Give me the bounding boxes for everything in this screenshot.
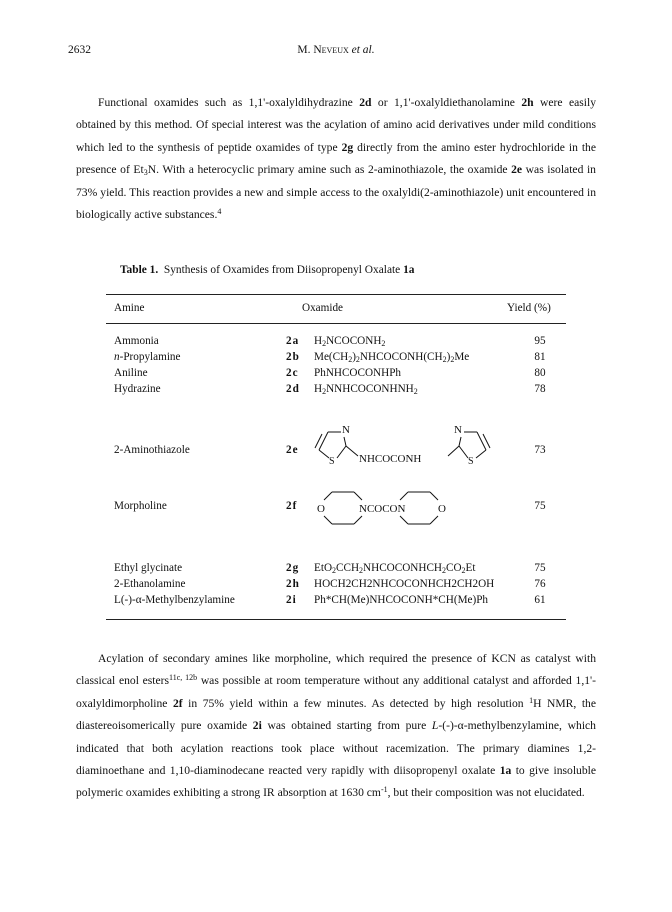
compound-code: 2c — [286, 367, 299, 379]
table-row — [106, 335, 566, 349]
column-header-oxamide: Oxamide — [302, 302, 344, 314]
page-number: 2632 — [68, 44, 91, 56]
citation: 11c, 12b — [169, 673, 198, 683]
paragraph-1: Functional oxamides such as 1,1'-oxalyldihydrazine 2d or 1,1'-oxalyldiethanolamine 2h were easily obtained by this method. Of special interest was the acylation of amino acid derivatives under mild conditions which led to the synthesis of peptide oxamides of type 2g directly from the amino ester hydrochloride in the presence of $Et_3N$. With a heterocyclic primary amine such as 2-aminothiazole, the oxamide 2e was isolated in 73% yield. This reaction provides a new and simple access to the oxalyldi(2-aminothiazole) unit encountered in biologically active substances.$^4$ — [76, 96, 597, 222]
table-header-rule — [106, 323, 566, 324]
ring-nitrogen-label: N — [454, 424, 462, 436]
yield-value: 78 — [534, 383, 546, 395]
ring-nitrogen-label: N — [342, 424, 350, 436]
amine-name: Ammonia — [114, 335, 159, 347]
table-row — [106, 594, 566, 608]
oxalyldi-aminothiazole-structure — [308, 418, 498, 472]
amine-name: 2-Ethanolamine — [114, 578, 186, 590]
ring-sulfur-label: S — [468, 456, 474, 467]
amine-name: Aniline — [114, 367, 148, 379]
ring-oxygen-label: O — [438, 503, 446, 515]
compound-code: 2d — [286, 383, 300, 395]
table-row — [106, 383, 566, 397]
oxamide-formula: PhNHCOCONHPh — [314, 367, 402, 379]
yield-value: 75 — [534, 562, 546, 574]
table-row — [106, 578, 566, 592]
table-top-rule — [106, 294, 566, 295]
compound-ref: 1a — [499, 764, 512, 778]
compound-code: 2g — [286, 562, 300, 574]
column-header-yield: Yield (%) — [507, 302, 551, 314]
oxamide-formula: HOCH2CH2NHCOCONHCH2CH2OH — [314, 578, 495, 590]
oxamide-linker-label: NCOCON — [359, 503, 406, 515]
citation: 4 — [217, 207, 222, 217]
yield-value: 80 — [534, 367, 546, 379]
compound-code: 2f — [286, 500, 298, 512]
yield-value: 73 — [534, 444, 546, 456]
running-header — [68, 44, 604, 60]
oxamide-formula: Ph*CH(Me)NHCOCONH*CH(Me)Ph — [314, 594, 489, 606]
amine-name: Ethyl glycinate — [114, 562, 183, 574]
paragraph-2: Acylation of secondary amines like morpholine, which required the presence of KCN as catalyst with classical enol esters$^{11c, 12b}$ was possible at room temperature without any additional catalyst and afforded 1,1'-oxalyldimorpholine 2f in 75% yield within a few minutes. As detected by high resolution $^1$H NMR, the diastereoisomerically pure oxamide 2i was obtained starting from pure L-(-)-α-methylbenzylamine, which indicated that both acylation reactions took place without racemization. The primary diamines 1,2-diaminoethane and 1,10-diaminodecane reacted very rapidly with diisopropenyl oxalate 1a to give insoluble polymeric oxamides exhibiting a strong IR absorption at 1630 $cm^{-1}$, but their composition was not elucidated. — [76, 652, 596, 800]
compound-ref: 2g — [341, 140, 354, 154]
compound-ref: 2f — [172, 696, 183, 710]
amine-name: Hydrazine — [114, 383, 161, 395]
table-label: Table 1. — [120, 264, 159, 276]
table-caption: Table 1. Synthesis of Oxamides from Diisopropenyl Oxalate 1a — [120, 264, 415, 276]
amine-name: Morpholine — [114, 500, 167, 512]
table-row — [106, 351, 566, 365]
yield-value: 61 — [534, 594, 546, 606]
amine-name: 2-Aminothiazole — [114, 444, 190, 456]
et-al: et al. — [351, 44, 375, 56]
table-bottom-rule — [106, 619, 566, 620]
compound-code: 2b — [286, 351, 300, 363]
yield-value: 95 — [534, 335, 546, 347]
ring-sulfur-label: S — [329, 456, 335, 467]
compound-code: 2h — [286, 578, 300, 590]
compound-ref: 2d — [359, 96, 372, 109]
ring-oxygen-label: O — [317, 503, 325, 515]
oxalyldimorpholine-structure — [310, 486, 470, 530]
compound-code: 2e — [286, 444, 299, 456]
yield-value: 75 — [534, 500, 546, 512]
oxamide-formula: $H_2NNHCOCONHNH_2$ — [314, 383, 418, 396]
table-row — [106, 562, 566, 576]
oxamide-formula: $EtO_2CCH_2NHCOCONHCH_2CO_2Et$ — [314, 562, 476, 575]
compound-code: 2i — [286, 594, 297, 606]
running-head-authors — [68, 44, 604, 56]
compound-ref: 2i — [252, 719, 262, 733]
amine-name: L(-)-α-Methylbenzylamine — [114, 594, 235, 606]
yield-value: 81 — [534, 351, 546, 363]
column-header-amine: Amine — [114, 302, 145, 314]
yield-value: 76 — [534, 578, 546, 590]
amine-name: n-Propylamine — [114, 351, 181, 363]
oxamide-linker-label: NHCOCONH — [359, 453, 422, 465]
compound-ref: 2h — [521, 96, 534, 109]
table-row — [106, 367, 566, 381]
oxamide-formula: $Me(CH_2)_2NHCOCONH(CH_2)_2Me$ — [314, 351, 470, 364]
oxamide-formula: $H_2NCOCONH_2$ — [314, 335, 386, 348]
compound-ref: 2e — [511, 163, 523, 177]
author-name: M. Neveux — [297, 44, 349, 56]
compound-code: 2a — [286, 335, 300, 347]
